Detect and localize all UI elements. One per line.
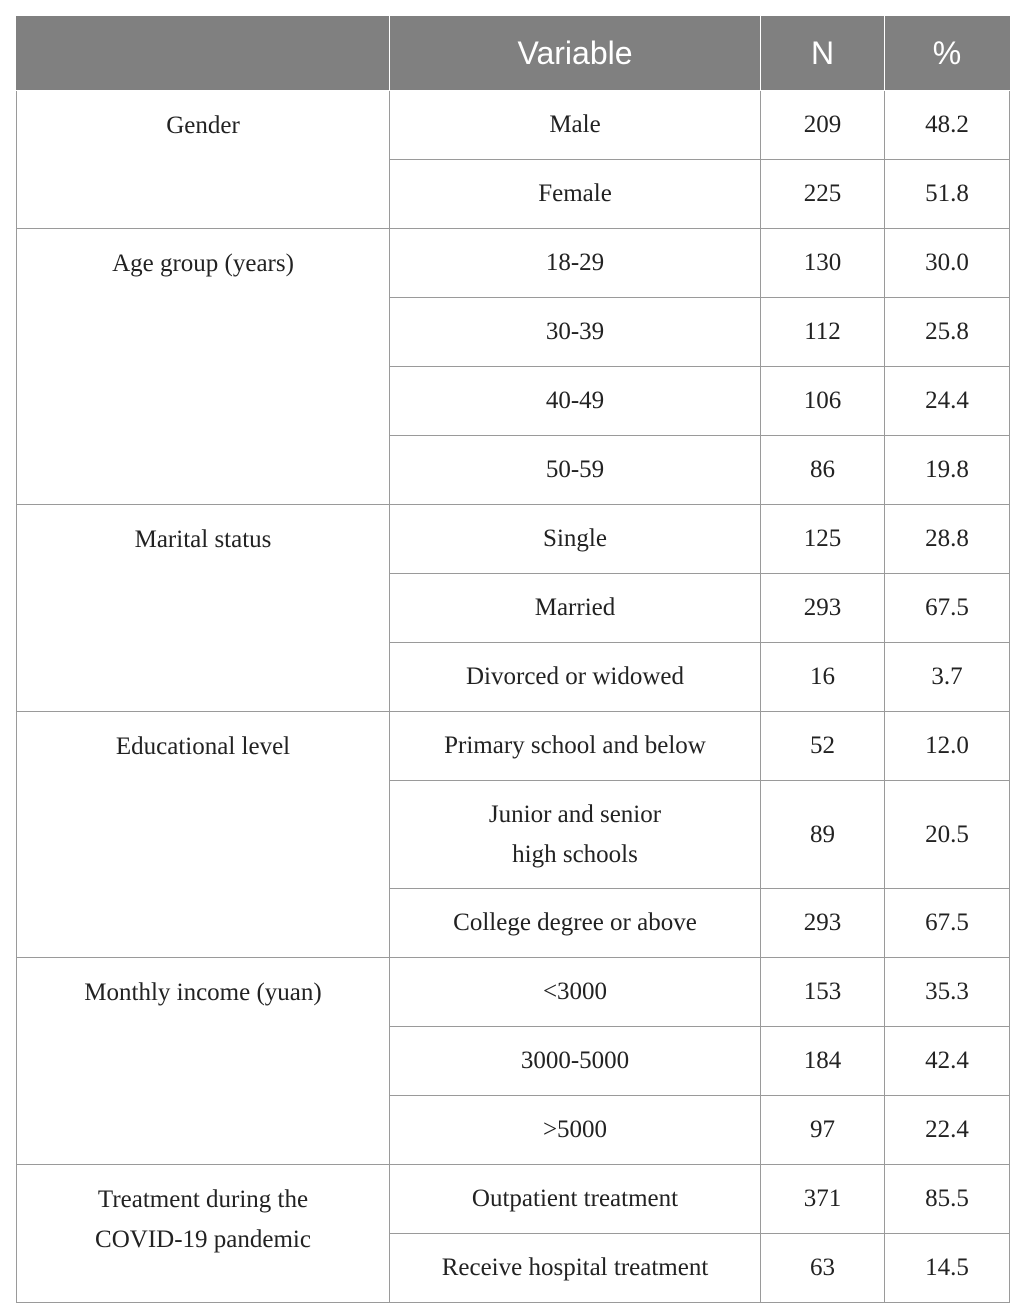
row-pct: 24.4	[885, 367, 1010, 436]
row-label: Outpatient treatment	[390, 1165, 761, 1234]
row-label: 18-29	[390, 229, 761, 298]
row-n: 225	[761, 160, 885, 229]
header-percent: %	[885, 17, 1010, 91]
header-row	[17, 17, 1010, 91]
row-pct: 67.5	[885, 889, 1010, 958]
row-pct: 85.5	[885, 1165, 1010, 1234]
row-n: 86	[761, 436, 885, 505]
row-pct: 67.5	[885, 574, 1010, 643]
row-pct: 14.5	[885, 1234, 1010, 1303]
row-n: 293	[761, 574, 885, 643]
table-row	[17, 505, 1010, 574]
row-n: 16	[761, 643, 885, 712]
category-age-group: Age group (years)	[17, 229, 390, 505]
table-row	[17, 1165, 1010, 1234]
row-pct: 3.7	[885, 643, 1010, 712]
category-treatment	[17, 1165, 390, 1303]
row-pct: 51.8	[885, 160, 1010, 229]
row-label: College degree or above	[390, 889, 761, 958]
row-pct: 19.8	[885, 436, 1010, 505]
row-n: 371	[761, 1165, 885, 1234]
category-treatment-line2: COVID-19 pandemic	[95, 1226, 311, 1253]
demographics-table	[16, 16, 1010, 1303]
table-container	[16, 16, 1010, 1303]
row-n: 52	[761, 712, 885, 781]
row-label: 50-59	[390, 436, 761, 505]
row-label: Receive hospital treatment	[390, 1234, 761, 1303]
row-pct: 12.0	[885, 712, 1010, 781]
row-pct: 28.8	[885, 505, 1010, 574]
table-row	[17, 91, 1010, 160]
row-label-line2: high schools	[512, 840, 638, 868]
row-pct: 30.0	[885, 229, 1010, 298]
category-monthly-income: Monthly income (yuan)	[17, 958, 390, 1165]
row-label: 40-49	[390, 367, 761, 436]
row-pct: 48.2	[885, 91, 1010, 160]
category-marital-status: Marital status	[17, 505, 390, 712]
row-label: Male	[390, 91, 761, 160]
table-row	[17, 712, 1010, 781]
row-n: 112	[761, 298, 885, 367]
header-n: N	[761, 17, 885, 91]
row-label: Primary school and below	[390, 712, 761, 781]
row-n: 184	[761, 1027, 885, 1096]
row-n: 89	[761, 781, 885, 889]
row-n: 97	[761, 1096, 885, 1165]
row-label: 30-39	[390, 298, 761, 367]
row-label: 3000-5000	[390, 1027, 761, 1096]
header-variable: Variable	[390, 17, 761, 91]
row-label: Female	[390, 160, 761, 229]
row-label-line1: Junior and senior	[488, 800, 662, 828]
category-treatment-line1: Treatment during the	[97, 1186, 309, 1213]
row-n: 153	[761, 958, 885, 1027]
row-label: >5000	[390, 1096, 761, 1165]
category-gender: Gender	[17, 91, 390, 229]
row-label: Married	[390, 574, 761, 643]
row-pct: 22.4	[885, 1096, 1010, 1165]
row-n: 130	[761, 229, 885, 298]
row-n: 106	[761, 367, 885, 436]
row-n: 63	[761, 1234, 885, 1303]
table-body	[17, 91, 1010, 1303]
row-pct: 25.8	[885, 298, 1010, 367]
row-pct: 42.4	[885, 1027, 1010, 1096]
row-label: Single	[390, 505, 761, 574]
row-n: 209	[761, 91, 885, 160]
row-n: 293	[761, 889, 885, 958]
category-educational-level: Educational level	[17, 712, 390, 958]
row-label: <3000	[390, 958, 761, 1027]
row-label	[390, 781, 761, 889]
table-row	[17, 229, 1010, 298]
row-pct: 20.5	[885, 781, 1010, 889]
table-row	[17, 958, 1010, 1027]
row-pct: 35.3	[885, 958, 1010, 1027]
row-n: 125	[761, 505, 885, 574]
table-header	[17, 17, 1010, 91]
header-blank	[17, 17, 390, 91]
row-label: Divorced or widowed	[390, 643, 761, 712]
